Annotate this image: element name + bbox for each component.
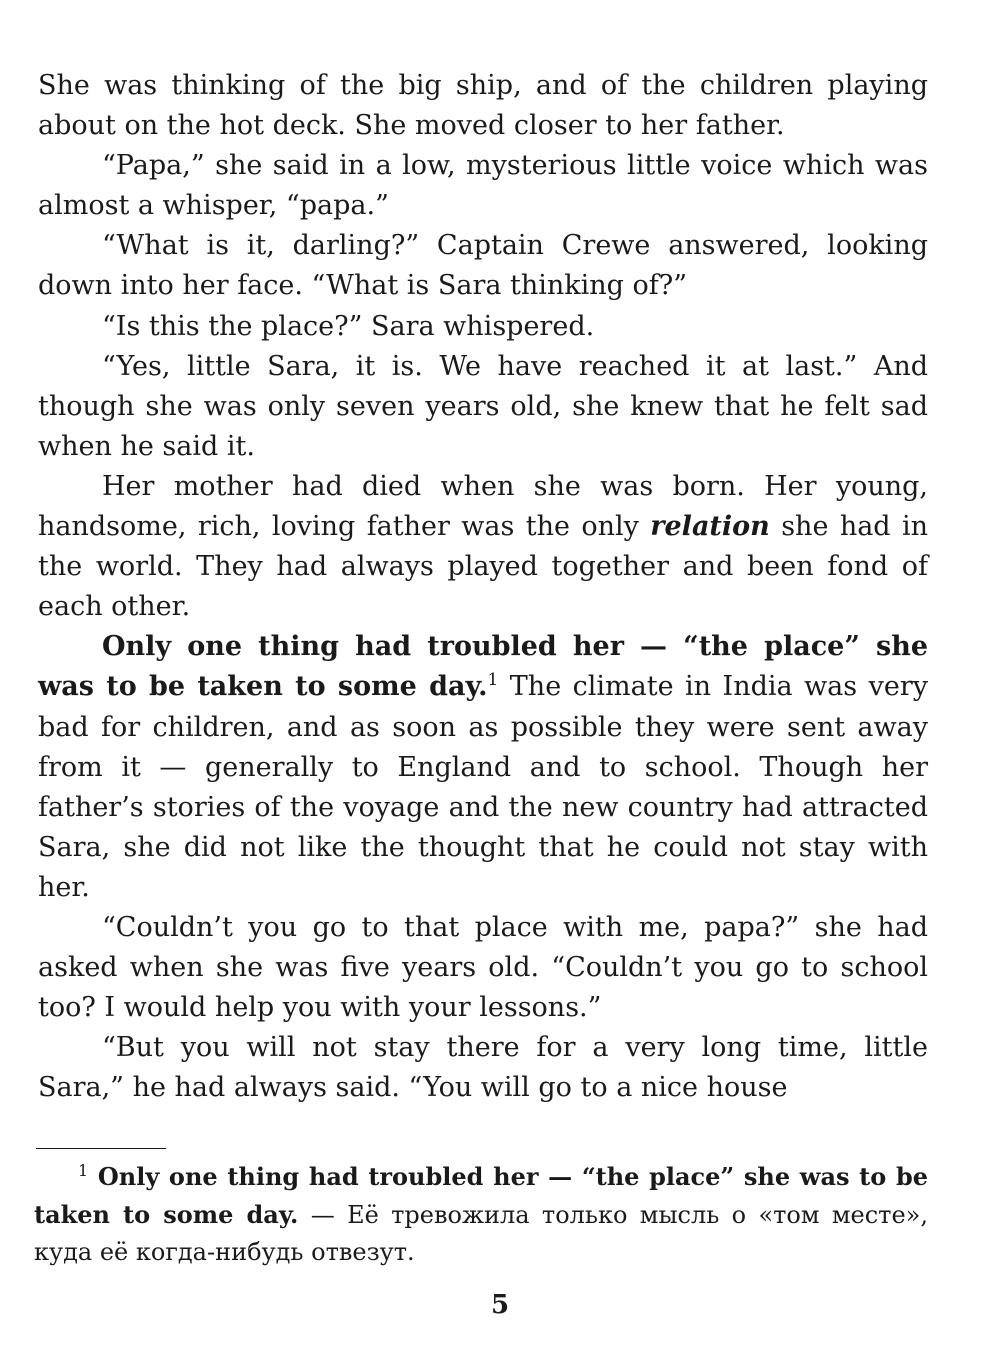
paragraph-text: “Couldn’t you go to that place with me, papa?” she had asked when she was five years old. “Couldn’t you go to school too? I would help you with your lessons.” <box>38 911 928 1024</box>
paragraph-text: She was thinking of the big ship, and of the children playing about on the hot deck. She moved closer to her father. <box>38 70 928 142</box>
paragraph-text: “Papa,” she said in a low, mysterious little voice which was almost a whisper, “papa.” <box>38 150 928 222</box>
paragraph-1 <box>38 66 928 146</box>
paragraph-text: Her mother had died when she was born. Her young, handsome, rich, loving father was the only <box>38 470 928 543</box>
paragraph-text: “Is this the place?” Sara whispered. <box>102 310 595 342</box>
paragraph-text: The climate in India was very bad for children, and as soon as possible they were sent away from it — generally to England and to school. Though her father’s stories of the voyage and the new country had attracted Sara, she did not like the thought that he could not stay with her. <box>38 671 928 903</box>
footnote-translation: — Её тревожила только мысль о «том месте», куда её когда-нибудь отвезут. <box>34 1201 928 1266</box>
paragraph-6 <box>38 467 928 627</box>
page-number: 5 <box>490 1290 510 1320</box>
paragraph-5 <box>38 347 928 467</box>
paragraph-text: “Yes, little Sara, it is. We have reached it at last.” And though she was only seven years old, she knew that he felt sad when he said it. <box>38 350 928 462</box>
paragraph-8 <box>38 908 928 1028</box>
footnote-divider <box>36 1148 166 1149</box>
footnote-marker: 1 <box>78 1161 89 1180</box>
paragraph-3 <box>38 226 928 306</box>
footnote-reference: 1 <box>487 670 499 691</box>
glossary-word: relation <box>650 511 770 543</box>
paragraph-text: “What is it, darling?” Captain Crewe answered, looking down into her face. “What is Sara thinking of?” <box>38 230 928 302</box>
paragraph-text: she had in the world. They had always played together and been fond of each other. <box>38 511 928 623</box>
paragraph-4 <box>38 307 928 347</box>
paragraph-2 <box>38 146 928 226</box>
footnote-phrase: Only one thing had troubled her — “the place” she was to be taken to some day. <box>34 1162 928 1229</box>
paragraph-9 <box>38 1028 928 1108</box>
body-text <box>38 66 928 1108</box>
footnoted-phrase: Only one thing had troubled her — “the place” she was to be taken to some day. <box>38 631 928 703</box>
paragraph-text: “But you will not stay there for a very long time, little Sara,” he had always said. “You will go to a nice house <box>38 1032 928 1104</box>
paragraph-7 <box>38 627 928 908</box>
footnote <box>34 1158 928 1271</box>
